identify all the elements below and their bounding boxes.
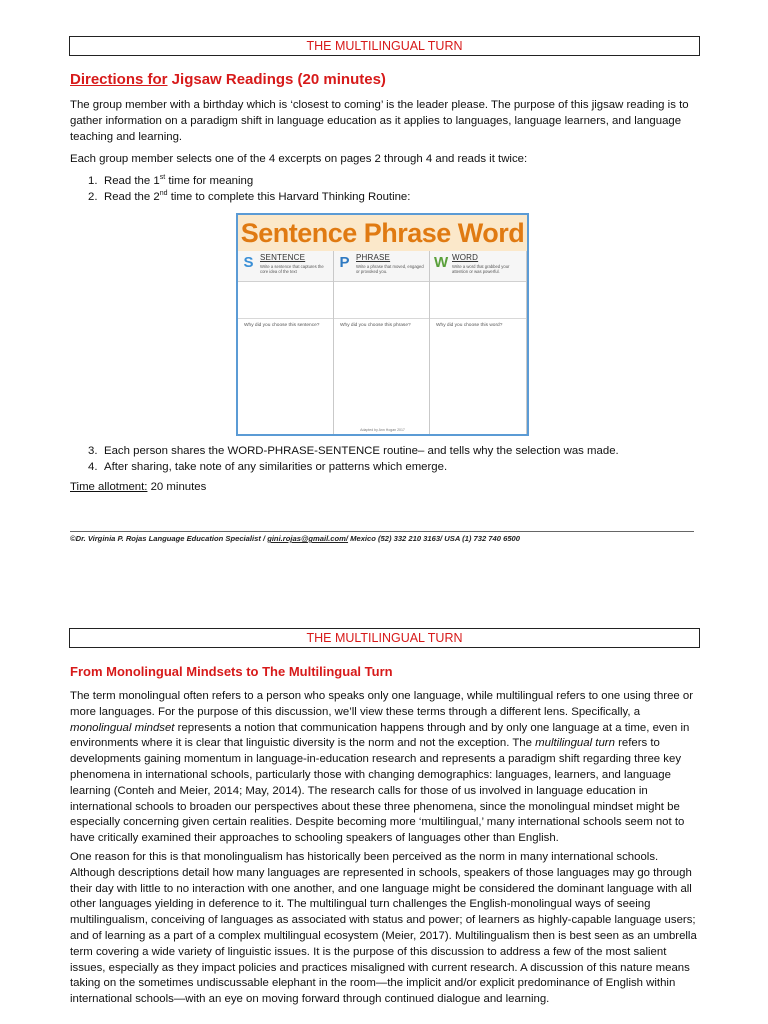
list-item: 1. Read the 1st time for meaning bbox=[88, 174, 254, 187]
time-allotment bbox=[70, 480, 700, 496]
footer-divider bbox=[70, 531, 694, 532]
italic-term: multilingual turn bbox=[535, 737, 615, 750]
page2-title-box bbox=[69, 628, 700, 648]
footer-author: ©Dr. Virginia P. Rojas Language Education Specialist / bbox=[70, 534, 268, 543]
steps-list-second bbox=[70, 444, 710, 475]
page2-title: THE MULTILINGUAL TURN bbox=[306, 631, 463, 645]
footer-phones: Mexico (52) 332 210 3163/ USA (1) 732 740 6500 bbox=[348, 534, 520, 543]
italic-term: monolingual mindset bbox=[70, 721, 175, 734]
time-allotment-label: Time allotment: bbox=[70, 481, 148, 493]
page-footer bbox=[70, 534, 710, 543]
page-title-box bbox=[69, 36, 700, 56]
directions-heading-prefix: Directions for bbox=[70, 71, 168, 88]
list-item: 3. Each person shares the WORD-PHRASE-SENTENCE routine– and tells why the selection was made. bbox=[88, 445, 619, 457]
section-heading: From Monolingual Mindsets to The Multilingual Turn bbox=[70, 664, 393, 679]
worksheet-credit: Adapted by Ann Hogan 2017 bbox=[360, 428, 405, 432]
worksheet-column-word: W WORD Write a word that grabbed your attention or was powerful. Why did you choose this word? bbox=[430, 251, 527, 434]
list-item: 2. Read the 2nd time to complete this Harvard Thinking Routine: bbox=[88, 189, 411, 203]
phrase-p-icon: P bbox=[339, 254, 350, 271]
sentence-phrase-word-worksheet bbox=[236, 213, 529, 436]
intro-paragraph: The group member with a birthday which is ‘closest to coming’ is the leader please. The purpose of this jigsaw reading is to gather information on a paradigm shift in language education as it applies to languages, language learners, and language teaching and learning. bbox=[70, 99, 689, 143]
sentence-s-icon: S bbox=[243, 254, 254, 271]
directions-heading-suffix: Jigsaw Readings (20 minutes) bbox=[167, 71, 386, 88]
worksheet-title: Sentence Phrase Word bbox=[238, 215, 527, 251]
text-run: The term monolingual often refers to a person who speaks only one language, while multilingual refers to one using three or more languages. For the purpose of this discussion, we’ll view these terms through a different lens. Specifically, a bbox=[70, 690, 694, 718]
time-allotment-value: 20 minutes bbox=[147, 481, 207, 493]
steps-list-first bbox=[70, 174, 710, 205]
text-run: refers to developments gaining momentum in language-in-education research and represents a paradigm shift regarding three key phenomena in international schools, particularly those with changing demographics: languages, learners, and language learning (Conteh and Meier, 2014; May, 2014). The research calls for those of us involved in language education in international schools to broaden our perspectives about these three phenomena, since the monolingual mindset might be especially concerning given certain realities. Despite becoming more ‘multilingual,’ many international schools seem not to have critically examined their approaches to schooling speakers of languages other than English. bbox=[70, 737, 685, 845]
directions-heading bbox=[70, 71, 386, 88]
worksheet-column-sentence: S SENTENCE Write a sentence that captures the core idea of the text Why did you choose this sentence? bbox=[238, 251, 334, 434]
text-run: represents a notion that communication happens through and by only one language at a time, even in environments where it is clear that linguistic diversity is the norm and not the exception. The bbox=[70, 721, 690, 750]
word-w-icon: W bbox=[434, 254, 449, 271]
worksheet-column-phrase: P PHRASE Write a phrase that moved, engaged or provoked you. Why did you choose this phrase? bbox=[334, 251, 430, 434]
footer-email-link[interactable]: gini.rojas@gmail.com/ bbox=[267, 534, 349, 543]
body-paragraph-2: One reason for this is that monolingualism has historically been perceived as the norm in many international schools. Although descriptions detail how many languages are represented in schools, speakers of those languages may go through their day with little to no interaction with one another, and one language might be considered the dominant language with all other languages yielding in deference to it. The multilingual turn challenges the English-monolingual ways of seeing multilingualism, conceiving of languages as associated with status and power; of learners as highly-capable language users; and of learning as a part of a complex multilingual ecosystem (Meier, 2017). Multilingualism then is best seen as an umbrella term covering a wide variety of linguistic issues. It is the purpose of this discussion to address a few of the most salient issues, especially as they impact policies and practices misaligned with current research. A discussion of this nature means taking on the sometimes undiscussable elephant in the room—the implicit and/or explicit predominance of English within international schools—with an eye on moving forward through continued dialogue and learning. bbox=[70, 851, 697, 1006]
page-title: THE MULTILINGUAL TURN bbox=[306, 39, 463, 53]
selection-paragraph: Each group member selects one of the 4 excerpts on pages 2 through 4 and reads it twice: bbox=[70, 153, 528, 165]
body-paragraph-1 bbox=[70, 689, 700, 847]
list-item: 4. After sharing, take note of any similarities or patterns which emerge. bbox=[88, 460, 448, 473]
